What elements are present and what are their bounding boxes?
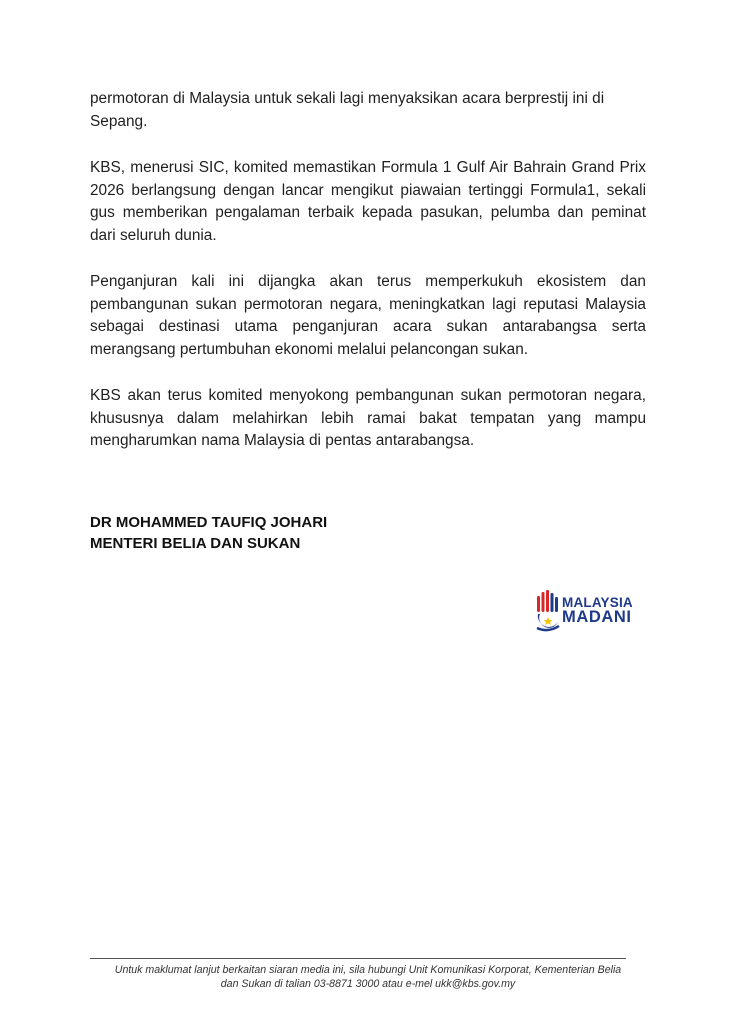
footer-contact-note (70, 963, 666, 991)
body-paragraph-1: permotoran di Malaysia untuk sekali lagi menyaksikan acara berprestij ini di Sepang. (90, 90, 605, 130)
body-paragraph-3: Penganjuran kali ini dijangka akan terus memperkukuh ekosistem dan pembangunan sukan permotoran negara, meningkatkan lagi reputasi Malaysia sebagai destinasi utama penganjuran acara sukan antarabangsa serta merangsang pertumbuhan ekonomi melalui pelancongan sukan. (90, 273, 646, 358)
signatory-title: MENTERI BELIA DAN SUKAN (90, 535, 301, 552)
body-paragraph-4: KBS akan terus komited menyokong pembangunan sukan permotoran negara, khususnya dalam melahirkan lebih ramai bakat tempatan yang mampu mengharumkan nama Malaysia di pentas antarabangsa. (90, 387, 646, 449)
madani-emblem-icon (534, 588, 562, 634)
logo-line-2: MADANI (562, 608, 632, 626)
footer-line-1: Untuk maklumat lanjut berkaitan siaran media ini, sila hubungi Unit Komunikasi Korporat, Kementerian Belia (114, 964, 622, 976)
logo-line-1: MALAYSIA (562, 595, 633, 610)
footer-divider (90, 958, 626, 959)
footer-line-2: dan Sukan di talian 03-8871 3000 atau e-mel ukk@kbs.gov.my (220, 978, 516, 990)
body-paragraph-2: KBS, menerusi SIC, komited memastikan Formula 1 Gulf Air Bahrain Grand Prix 2026 berlangsung dengan lancar mengikut piawaian tertinggi Formula1, sekali gus memberikan pengalaman terbaik kepada pasukan, pelumba dan peminat dari seluruh dunia. (90, 159, 646, 244)
logo-wordmark (562, 595, 633, 625)
signature-block (90, 512, 327, 554)
signatory-name: DR MOHAMMED TAUFIQ JOHARI (90, 514, 328, 531)
press-release-body (90, 88, 646, 477)
malaysia-madani-logo (534, 588, 654, 634)
